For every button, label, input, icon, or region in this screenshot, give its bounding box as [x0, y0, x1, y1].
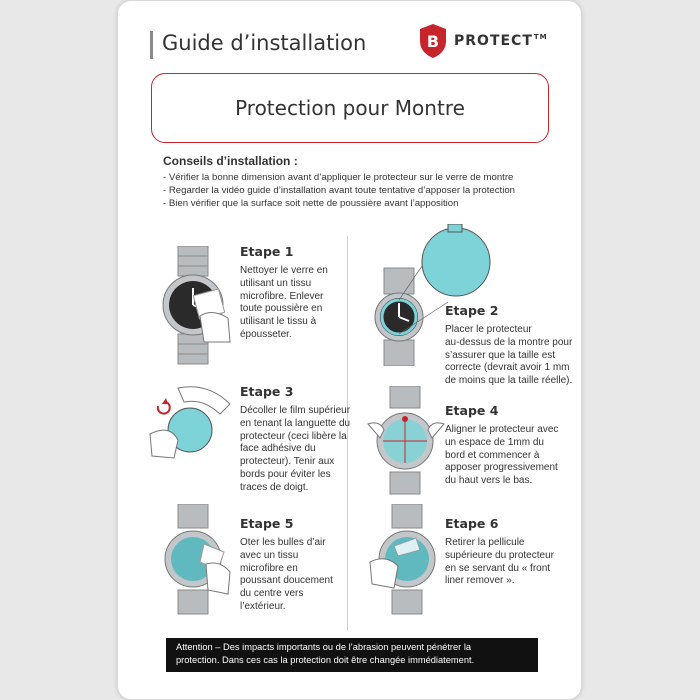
step-line: poussant doucement	[240, 575, 333, 587]
step-4	[445, 403, 580, 488]
step-line: utilisant le tissu à	[240, 316, 317, 328]
step-line: apposer progressivement	[445, 462, 558, 474]
step-line: Oter les bulles d’air	[240, 537, 326, 548]
step-line: face adhésive du	[240, 443, 316, 455]
peel-film-illustration	[148, 384, 240, 476]
warning-banner	[166, 638, 538, 672]
step-line: du centre vers	[240, 588, 304, 600]
remove-bubbles-illustration	[160, 504, 232, 616]
step-1	[240, 244, 350, 342]
step-line: au-dessus de la montre pour	[445, 336, 573, 348]
step-line: Retirer la pellicule	[445, 537, 525, 548]
step-line: s’assurer que la taille est	[445, 349, 556, 361]
step-line: Aligner le protecteur avec	[445, 424, 559, 435]
step-2	[445, 303, 580, 388]
brand-name: PROTECT™	[454, 33, 548, 49]
step-title: Etape 5	[240, 516, 294, 531]
step-line: Nettoyer le verre en	[240, 265, 328, 276]
remove-liner-illustration	[368, 504, 448, 616]
step-line: du haut vers le bas.	[445, 475, 533, 487]
brand-letter: B	[426, 32, 440, 51]
step-5	[240, 516, 350, 614]
tip-item: - Regarder la vidéo guide d’installation avant toute tentative d’apposer la protection	[163, 185, 515, 196]
step-line: protecteur). Tenir aux	[240, 456, 335, 468]
step-title: Etape 3	[240, 384, 294, 399]
installation-tips	[163, 154, 563, 210]
step-line: épousseter.	[240, 328, 292, 340]
shield-icon	[418, 23, 448, 59]
step-line: supérieure du protecteur	[445, 549, 554, 561]
step-line: Décoller le film supérieur	[240, 405, 351, 416]
installation-guide-card	[117, 0, 582, 700]
tip-item: - Vérifier la bonne dimension avant d’appliquer le protecteur sur le verre de montre	[163, 172, 514, 183]
step-line: en tenant la languette du	[240, 417, 351, 429]
warning-line: protection. Dans ces cas la protection doit être changée immédiatement.	[176, 655, 475, 665]
tip-item: - Bien vérifier que la surface soit nette de poussière avant l’apposition	[163, 198, 459, 209]
step-6	[445, 516, 580, 588]
page-title: Guide d’installation	[162, 31, 367, 55]
step-line: traces de doigt.	[240, 481, 309, 493]
product-title: Protection pour Montre	[235, 96, 465, 120]
header-accent-bar	[150, 31, 153, 59]
trademark-mark: TM	[533, 33, 548, 41]
watch-cleaning-illustration	[160, 246, 232, 366]
step-3	[240, 384, 352, 495]
step-line: utilisant un tissu	[240, 277, 312, 289]
align-protector-illustration	[366, 386, 446, 496]
step-line: en se servant du « front	[445, 562, 551, 574]
step-line: un espace de 1mm du	[445, 436, 544, 448]
product-title-box	[151, 73, 549, 143]
step-title: Etape 2	[445, 303, 499, 318]
step-line: bord et commencer à	[445, 449, 540, 461]
step-line: microfibre en	[240, 562, 298, 574]
step-line: toute poussière en	[240, 303, 323, 315]
step-line: l’extérieur.	[240, 600, 286, 612]
step-title: Etape 1	[240, 244, 294, 259]
step-line: microfibre. Enlever	[240, 290, 324, 302]
step-line: bords pour éviter les	[240, 468, 331, 480]
step-line: correcte (devrait avoir 1 mm	[445, 362, 570, 374]
brand-logo	[418, 23, 548, 59]
step-title: Etape 6	[445, 516, 499, 531]
step-line: Placer le protecteur	[445, 324, 532, 335]
warning-line: Attention – Des impacts importants ou de l’abrasion peuvent pénétrer la	[176, 642, 472, 652]
tips-title: Conseils d’installation :	[163, 154, 298, 168]
step-line: protecteur (ceci libère la	[240, 430, 347, 442]
step-title: Etape 4	[445, 403, 499, 418]
step-line: liner remover ».	[445, 575, 515, 587]
step-line: avec un tissu	[240, 549, 299, 561]
step-line: de moins que la taille réelle).	[445, 375, 573, 387]
